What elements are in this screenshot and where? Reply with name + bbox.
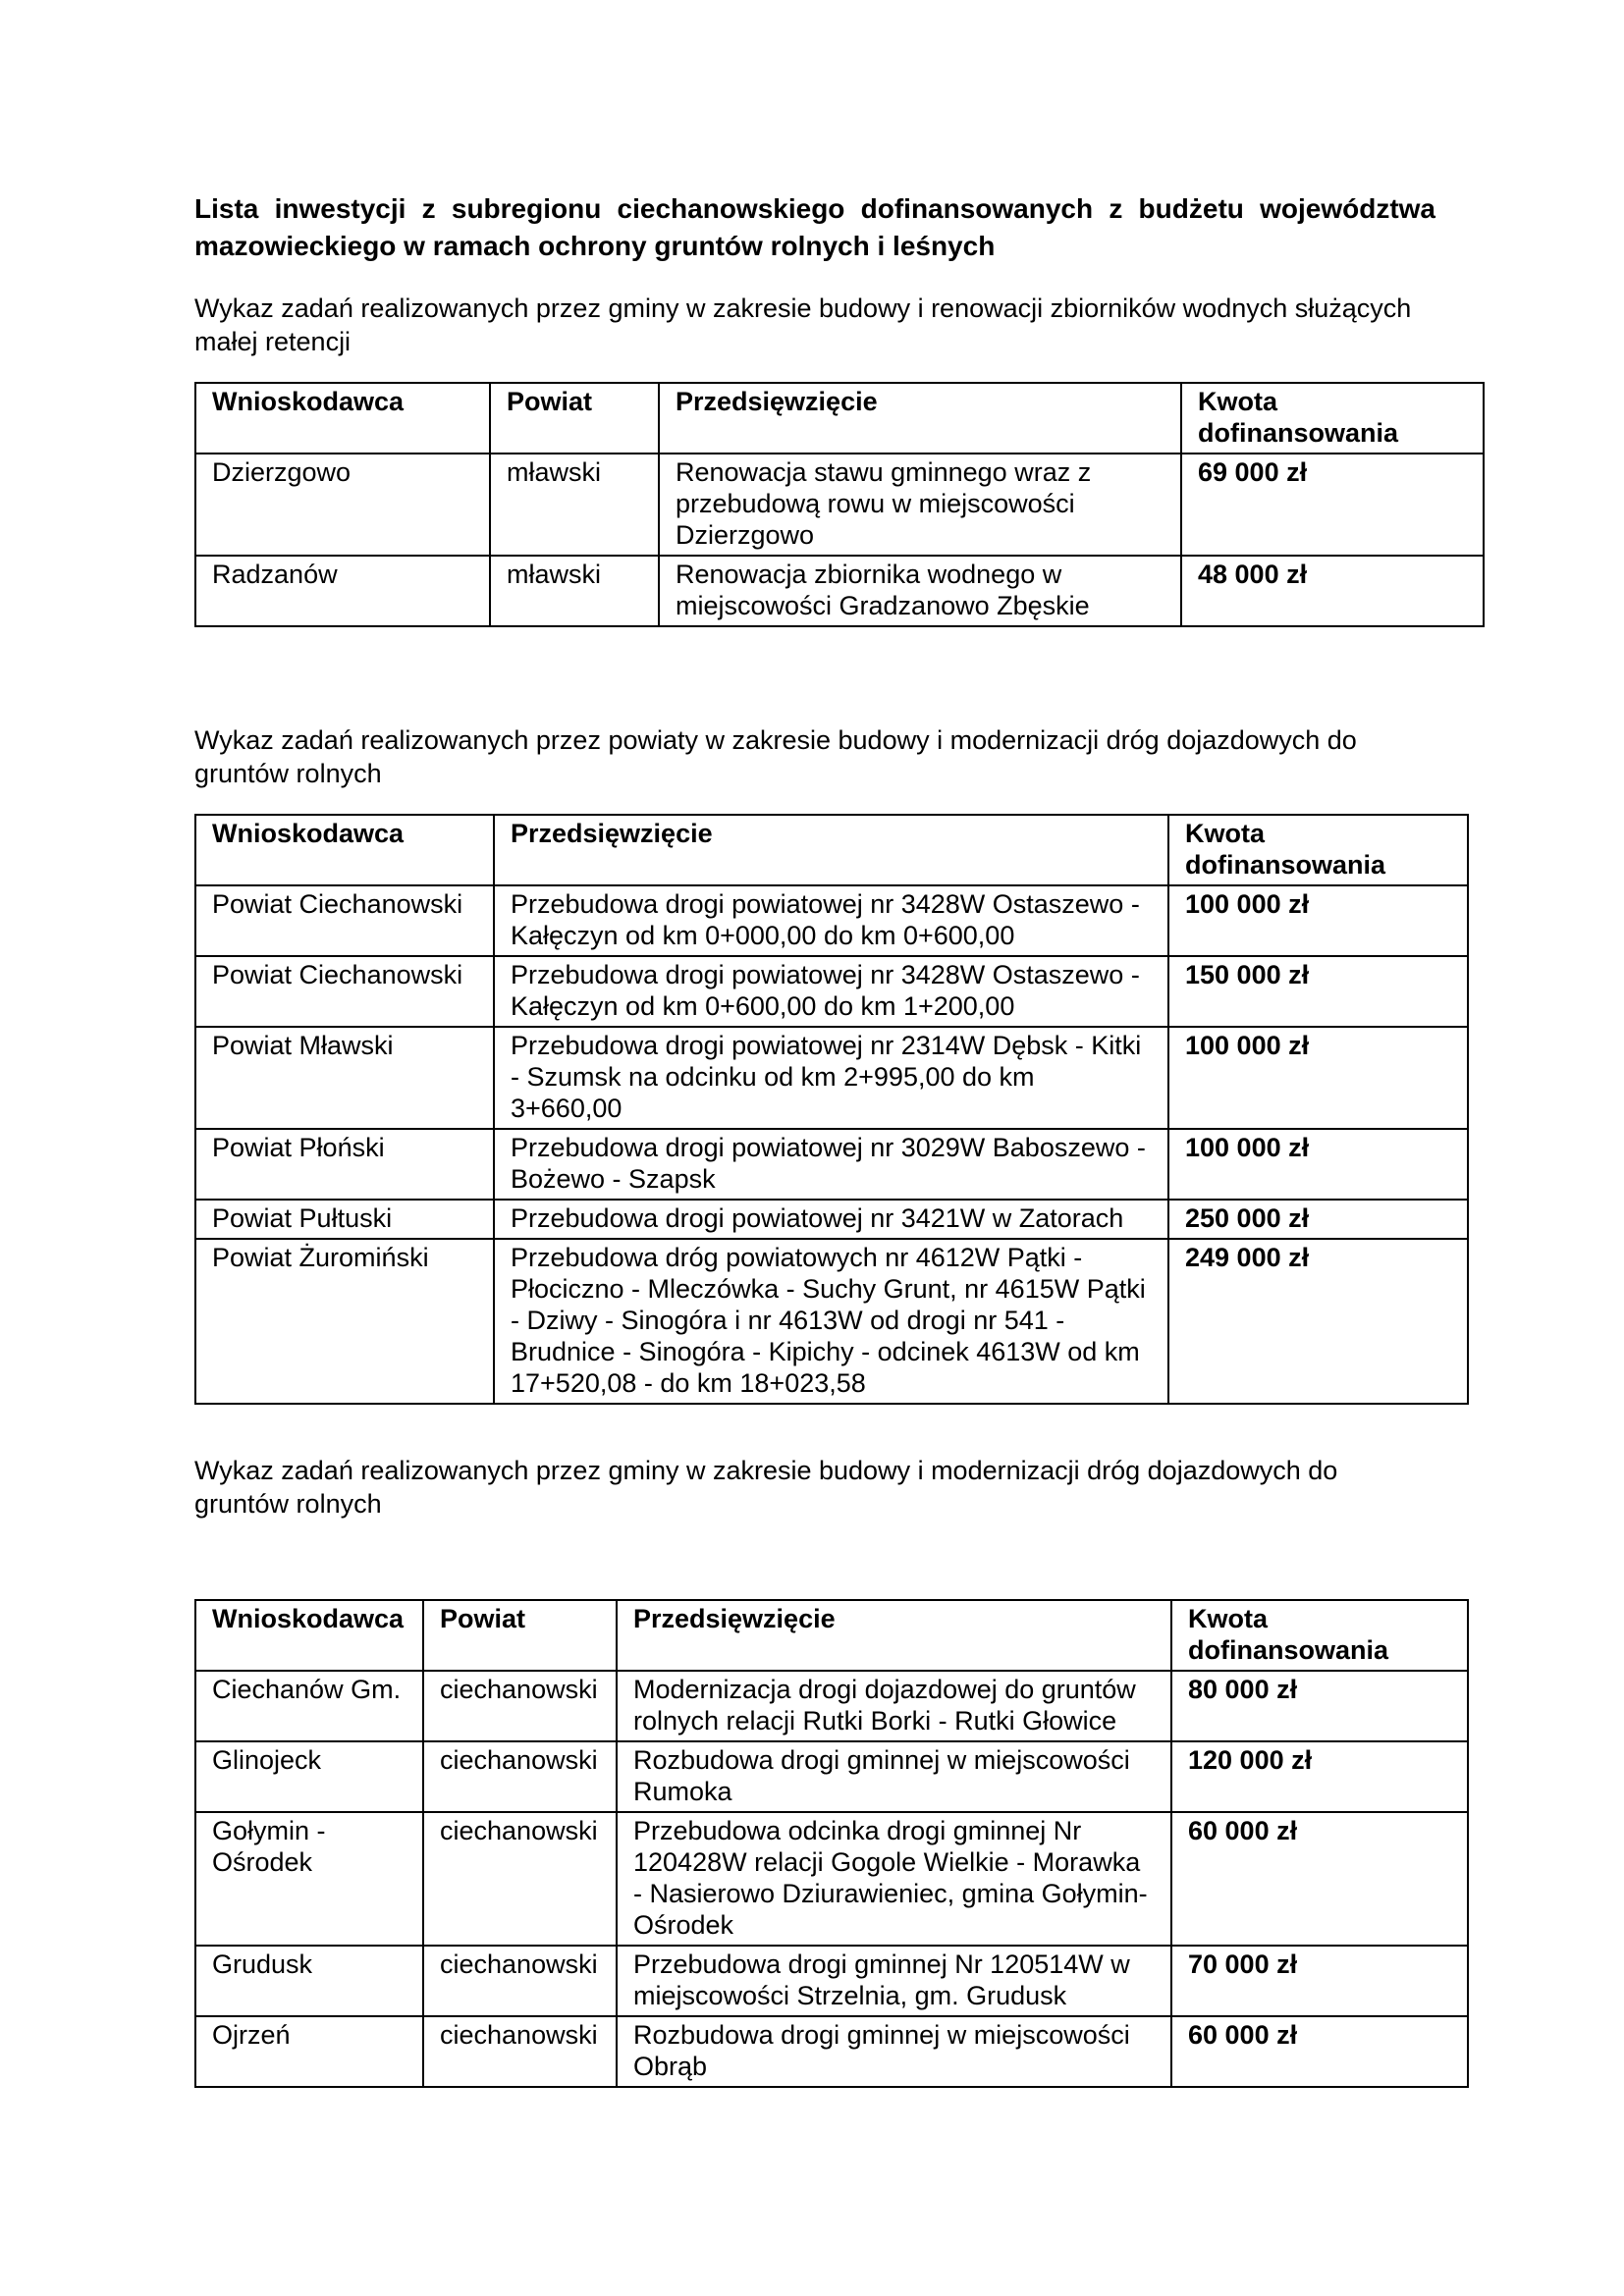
cell-project: Przebudowa drogi powiatowej nr 3428W Ostaszewo - Kałęczyn od km 0+000,00 do km 0+600,00 [494,885,1168,956]
cell-project: Rozbudowa drogi gminnej w miejscowości Rumoka [617,1741,1171,1812]
header-amount: Kwota dofinansowania [1168,815,1468,885]
cell-project: Przebudowa drogi powiatowej nr 3029W Baboszewo - Bożewo - Szapsk [494,1129,1168,1200]
table-row [195,1027,1468,1129]
cell-applicant: Powiat Ciechanowski [195,956,494,1027]
cell-county: ciechanowski [423,1812,617,1946]
cell-amount: 250 000 zł [1168,1200,1468,1239]
header-project: Przedsięwzięcie [617,1600,1171,1671]
header-project: Przedsięwzięcie [494,815,1168,885]
table-header-row [195,383,1484,454]
cell-project: Przebudowa drogi powiatowej nr 3421W w Zatorach [494,1200,1168,1239]
cell-amount: 80 000 zł [1171,1671,1468,1741]
cell-amount: 48 000 zł [1181,556,1484,626]
table-row [195,1812,1468,1946]
cell-amount: 70 000 zł [1171,1946,1468,2016]
cell-applicant: Powiat Pułtuski [195,1200,494,1239]
table-row [195,556,1484,626]
cell-amount: 100 000 zł [1168,1129,1468,1200]
table-row [195,1946,1468,2016]
header-county: Powiat [490,383,659,454]
cell-county: mławski [490,454,659,556]
header-amount: Kwota dofinansowania [1181,383,1484,454]
header-applicant: Wnioskodawca [195,1600,423,1671]
cell-applicant: Ciechanów Gm. [195,1671,423,1741]
cell-applicant: Powiat Płoński [195,1129,494,1200]
table-row [195,2016,1468,2087]
cell-county: ciechanowski [423,2016,617,2087]
table-municipal-roads [194,1599,1469,2088]
table-row [195,1129,1468,1200]
section-1-intro: Wykaz zadań realizowanych przez gminy w zakresie budowy i renowacji zbiorników wodnych służących małej retencji [194,294,1412,356]
table-county-roads [194,814,1469,1405]
cell-amount: 60 000 zł [1171,1812,1468,1946]
cell-project: Przebudowa dróg powiatowych nr 4612W Pątki - Płociczno - Mleczówka - Suchy Grunt, nr 4615W Pątki - Dziwy - Sinogóra i nr 4613W od drogi nr 541 - Brudnice - Sinogóra - Kipichy - odcinek 4613W od km 17+520,08 - do km 18+023,58 [494,1239,1168,1404]
cell-project: Renowacja stawu gminnego wraz z przebudową rowu w miejscowości Dzierzgowo [659,454,1181,556]
table-header-row [195,815,1468,885]
cell-amount: 100 000 zł [1168,885,1468,956]
cell-project: Przebudowa drogi gminnej Nr 120514W w miejscowości Strzelnia, gm. Grudusk [617,1946,1171,2016]
table-header-row [195,1600,1468,1671]
cell-county: mławski [490,556,659,626]
cell-applicant: Gołymin - Ośrodek [195,1812,423,1946]
cell-applicant: Dzierzgowo [195,454,490,556]
cell-applicant: Powiat Ciechanowski [195,885,494,956]
table-row [195,1239,1468,1404]
header-project: Przedsięwzięcie [659,383,1181,454]
table-row [195,956,1468,1027]
cell-project: Modernizacja drogi dojazdowej do gruntów rolnych relacji Rutki Borki - Rutki Głowice [617,1671,1171,1741]
cell-amount: 100 000 zł [1168,1027,1468,1129]
section-3-intro: Wykaz zadań realizowanych przez gminy w zakresie budowy i modernizacji dróg dojazdowych do gruntów rolnych [194,1456,1338,1519]
section-2-intro: Wykaz zadań realizowanych przez powiaty w zakresie budowy i modernizacji dróg dojazdowych do gruntów rolnych [194,725,1357,788]
cell-applicant: Glinojeck [195,1741,423,1812]
table-row [195,1741,1468,1812]
cell-amount: 69 000 zł [1181,454,1484,556]
cell-county: ciechanowski [423,1946,617,2016]
table-water-reservoirs [194,382,1485,627]
cell-project: Przebudowa drogi powiatowej nr 2314W Dębsk - Kitki - Szumsk na odcinku od km 2+995,00 do km 3+660,00 [494,1027,1168,1129]
cell-county: ciechanowski [423,1741,617,1812]
table-row [195,1200,1468,1239]
table-row [195,885,1468,956]
cell-applicant: Powiat Żuromiński [195,1239,494,1404]
cell-applicant: Grudusk [195,1946,423,2016]
cell-amount: 249 000 zł [1168,1239,1468,1404]
header-amount: Kwota dofinansowania [1171,1600,1468,1671]
cell-amount: 120 000 zł [1171,1741,1468,1812]
table-row [195,1671,1468,1741]
cell-county: ciechanowski [423,1671,617,1741]
cell-amount: 150 000 zł [1168,956,1468,1027]
cell-applicant: Powiat Mławski [195,1027,494,1129]
header-county: Powiat [423,1600,617,1671]
cell-amount: 60 000 zł [1171,2016,1468,2087]
table-row [195,454,1484,556]
cell-project: Rozbudowa drogi gminnej w miejscowości Obrąb [617,2016,1171,2087]
cell-applicant: Ojrzeń [195,2016,423,2087]
cell-project: Renowacja zbiornika wodnego w miejscowości Gradzanowo Zbęskie [659,556,1181,626]
cell-project: Przebudowa odcinka drogi gminnej Nr 120428W relacji Gogole Wielkie - Morawka - Nasierowo Dziurawieniec, gmina Gołymin-Ośrodek [617,1812,1171,1946]
header-applicant: Wnioskodawca [195,815,494,885]
document-title: Lista inwestycji z subregionu ciechanowskiego dofinansowanych z budżetu województwa mazowieckiego w ramach ochrony gruntów rolnych i leśnych [194,193,1435,261]
cell-project: Przebudowa drogi powiatowej nr 3428W Ostaszewo - Kałęczyn od km 0+600,00 do km 1+200,00 [494,956,1168,1027]
cell-applicant: Radzanów [195,556,490,626]
header-applicant: Wnioskodawca [195,383,490,454]
